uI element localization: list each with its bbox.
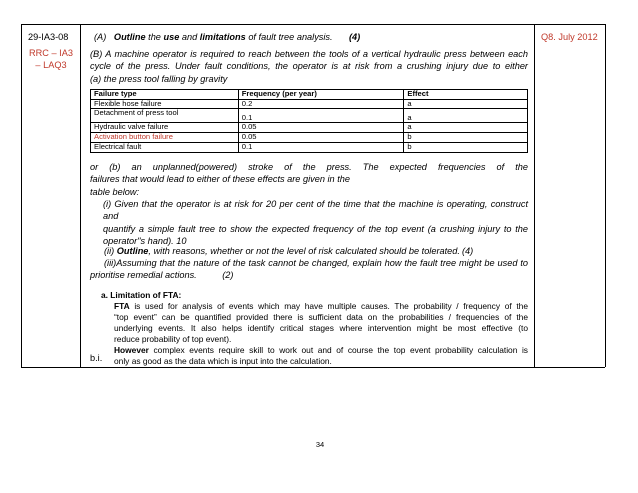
table-top-border bbox=[21, 24, 605, 25]
part-b-line2: cycle of the press. Under fault conditions, the operator is at risk from a crushing injury due to either bbox=[90, 61, 528, 72]
part-a-marks: (4) bbox=[349, 32, 361, 42]
question-ii-outline: Outline bbox=[116, 246, 149, 256]
part-a-question bbox=[94, 31, 333, 43]
answer-line3: underlying events. It also helps identify critical stages where intervention might be most effective (to bbox=[114, 323, 528, 333]
table-row bbox=[91, 109, 528, 123]
answer-line1-text: is used for analysis of events which may have multiple causes. The probability / frequency of the bbox=[129, 301, 528, 311]
part-a-outline: Outline bbox=[113, 32, 146, 42]
part-a-use: use bbox=[163, 32, 180, 42]
column-divider-2 bbox=[534, 24, 535, 367]
answer-line4: reduce probability of top event). bbox=[114, 334, 232, 344]
table-left-border bbox=[21, 24, 22, 367]
syllabus-ref-line1: RRC – IA3 bbox=[29, 48, 73, 58]
part-a-the: the bbox=[148, 32, 161, 42]
page-number: 34 bbox=[315, 440, 325, 449]
part-a-limitations: limitations bbox=[199, 32, 246, 42]
part-a-prefix: (A) bbox=[94, 32, 107, 42]
cell-failure-type: Electrical fault bbox=[91, 142, 239, 152]
header-frequency: Frequency (per year) bbox=[238, 90, 404, 100]
part-a-rest: of fault tree analysis. bbox=[248, 32, 333, 42]
cell-failure-type: Flexible hose failure bbox=[91, 99, 239, 109]
question-code: 29-IA3-08 bbox=[28, 32, 69, 42]
part-b-line1: (B) A machine operator is required to reach between the tools of a vertical hydraulic press between each bbox=[90, 49, 528, 59]
question-i bbox=[103, 198, 528, 248]
table-right-border bbox=[605, 24, 606, 367]
after-table-line3: table below: bbox=[90, 186, 140, 197]
question-ii-prefix: (ii) bbox=[104, 246, 115, 256]
after-table-line2: failures that would lead to either of these effects are given in the bbox=[90, 174, 350, 185]
syllabus-ref-line2: – LAQ3 bbox=[35, 60, 67, 71]
question-iii-line1: (iii)Assuming that the nature of the task cannot be changed, explain how the fault tree might be used to bbox=[104, 258, 528, 268]
cell-frequency: 0.1 bbox=[238, 142, 404, 152]
table-bottom-border bbox=[21, 367, 605, 368]
cell-frequency: 0.05 bbox=[238, 133, 404, 143]
cell-effect: a bbox=[404, 123, 528, 133]
answer-line5 bbox=[114, 345, 528, 356]
failure-frequency-table bbox=[90, 89, 528, 153]
answer-however-label: However bbox=[114, 345, 149, 355]
part-b-text bbox=[90, 48, 528, 85]
answer-line2: “top event” can be quantified provided there is sufficient data on the probabilities / frequencies of the bbox=[114, 312, 528, 322]
syllabus-ref bbox=[22, 47, 80, 72]
cell-effect: a bbox=[404, 109, 528, 123]
question-ii-marks: (4) bbox=[462, 246, 474, 256]
cell-failure-type-highlighted: Activation button failure bbox=[91, 133, 239, 143]
cell-frequency: 0.2 bbox=[238, 99, 404, 109]
question-iii bbox=[104, 257, 528, 269]
table-row bbox=[91, 133, 528, 143]
table-row bbox=[91, 142, 528, 152]
cell-effect: b bbox=[404, 142, 528, 152]
cell-frequency: 0.1 bbox=[238, 109, 404, 123]
answer-line1 bbox=[114, 301, 528, 312]
cell-effect: a bbox=[404, 99, 528, 109]
footer-note: b.i. bbox=[90, 353, 103, 363]
part-b-line3: (a) the press tool falling by gravity bbox=[90, 73, 228, 84]
answer-heading: a. Limitation of FTA: bbox=[101, 290, 182, 300]
answer-line6: only as good as the data which is input into the calculation. bbox=[114, 356, 332, 366]
cell-failure-type: Hydraulic valve failure bbox=[91, 123, 239, 133]
answer-line5-text: complex events require skill to work out and of course the top event probability calculation is bbox=[148, 345, 528, 355]
answer-fta-label: FTA bbox=[114, 301, 130, 311]
after-table-line1: or (b) an unplanned(powered) stroke of the press. The expected frequencies of the bbox=[90, 162, 528, 172]
column-divider-1 bbox=[80, 24, 81, 367]
question-iii-line2: prioritise remedial actions. (2) bbox=[90, 270, 234, 280]
answer-body bbox=[114, 301, 528, 367]
question-i-line3: operator"s hand). 10 bbox=[103, 236, 187, 247]
part-a-and: and bbox=[181, 32, 198, 42]
exam-ref: Q8. July 2012 bbox=[541, 32, 598, 42]
question-ii-rest: , with reasons, whether or not the level of risk calculated should be tolerated. bbox=[148, 246, 460, 256]
table-header-row bbox=[91, 90, 528, 100]
after-table-text bbox=[90, 161, 528, 198]
question-ii bbox=[104, 245, 460, 257]
question-i-line2: quantify a simple fault tree to show the expected frequency of the top event (a crushing injury to the bbox=[103, 223, 528, 234]
header-failure-type: Failure type bbox=[91, 90, 239, 100]
cell-effect: b bbox=[404, 133, 528, 143]
question-i-line1: (i) Given that the operator is at risk for 20 per cent of the time that the machine is operating, construct and bbox=[103, 199, 528, 222]
cell-failure-type: Detachment of press tool bbox=[91, 109, 239, 123]
header-effect: Effect bbox=[404, 90, 528, 100]
cell-frequency: 0.05 bbox=[238, 123, 404, 133]
